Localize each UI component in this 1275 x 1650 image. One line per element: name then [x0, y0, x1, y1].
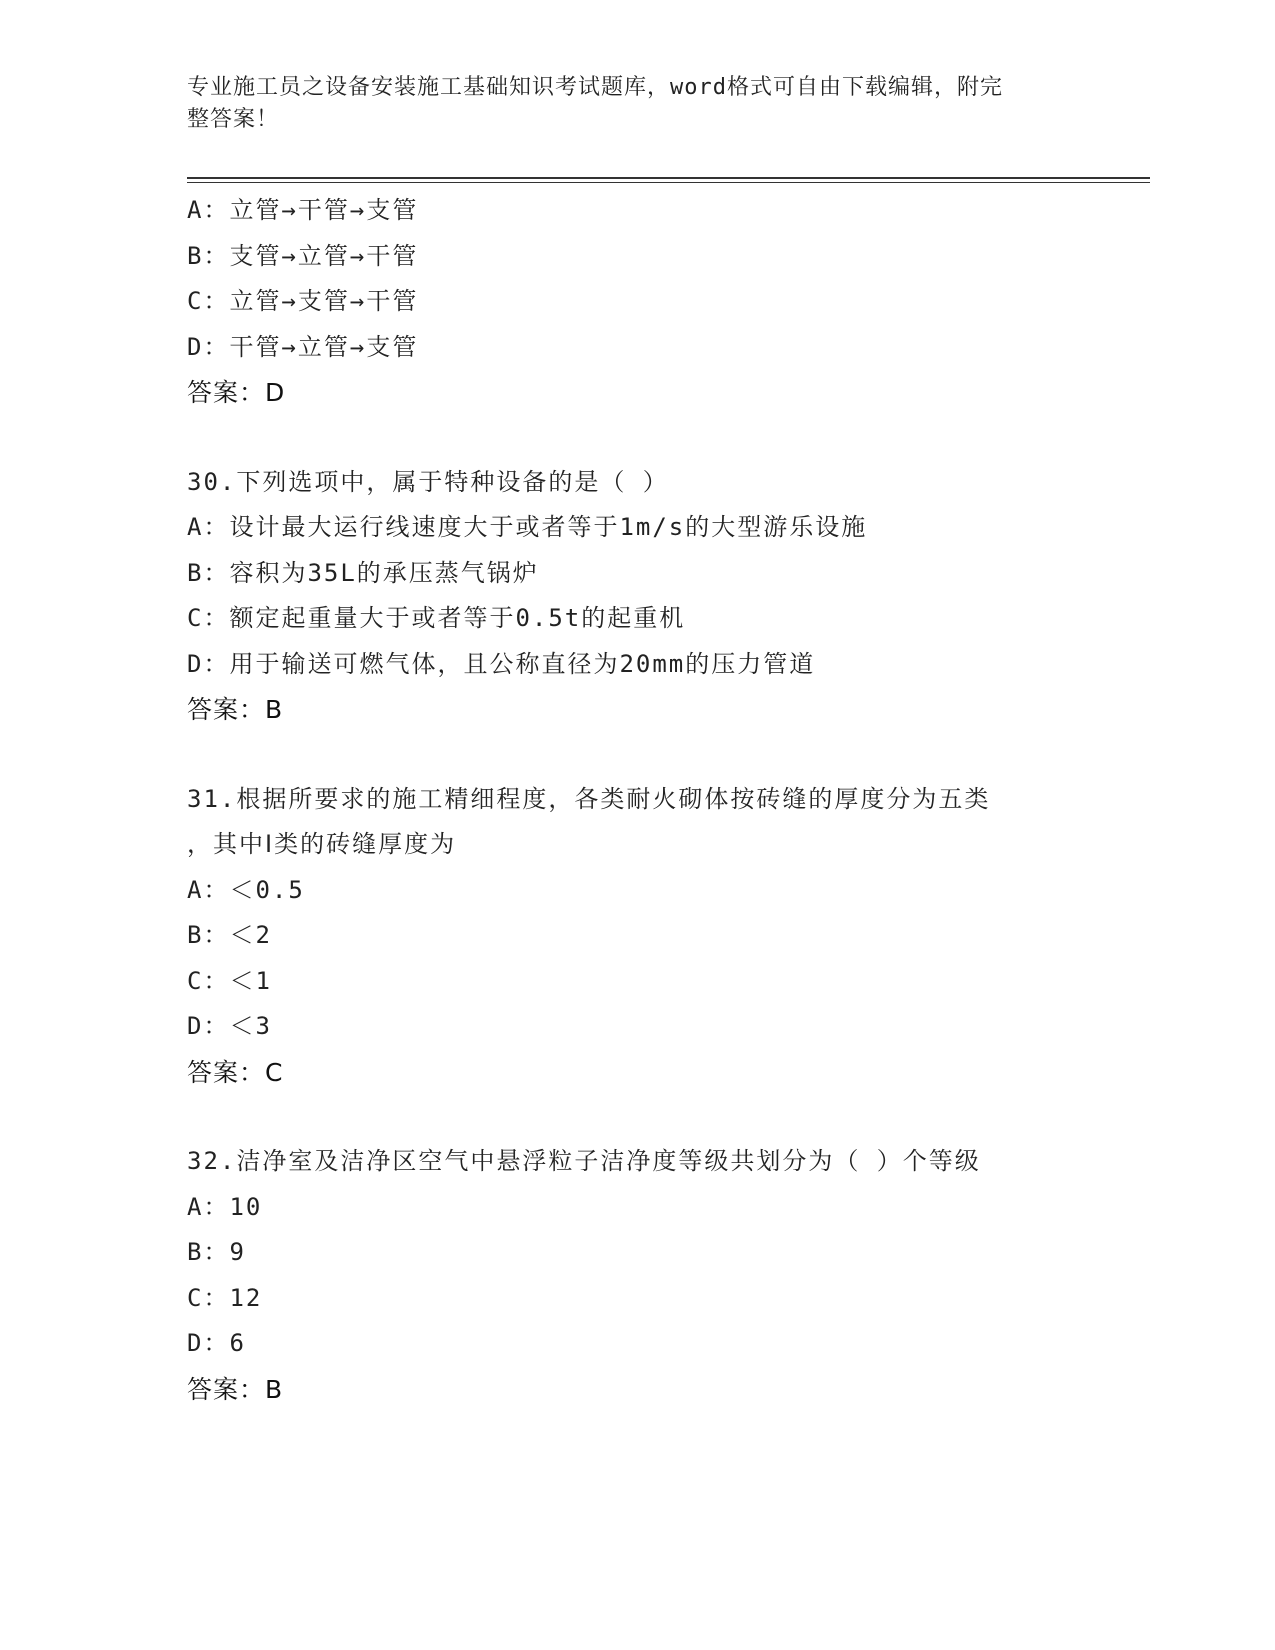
question-30 — [187, 460, 1147, 733]
answer: 答案：D — [187, 378, 286, 407]
question-29 — [187, 188, 1147, 416]
question-stem-line-2: ，其中Ⅰ类的砖缝厚度为 — [187, 830, 457, 858]
answer: 答案：B — [187, 695, 284, 724]
option-a: A：设计最大运行线速度大于或者等于1m/s的大型游乐设施 — [187, 513, 868, 541]
option-d: D：用于输送可燃气体，且公称直径为20mm的压力管道 — [187, 649, 816, 678]
option-c: C：立管→支管→干管 — [187, 287, 419, 315]
answer: 答案：C — [187, 1057, 284, 1087]
option-a: A：＜0.5 — [187, 875, 305, 904]
document-header — [187, 72, 1067, 136]
option-d: D：6 — [187, 1329, 246, 1357]
spacer — [187, 416, 1147, 460]
option-c: C：12 — [187, 1283, 263, 1312]
spacer — [187, 1095, 1147, 1139]
option-c: C：＜1 — [187, 966, 272, 995]
question-content — [187, 188, 1147, 1412]
option-a: A：立管→干管→支管 — [187, 196, 419, 224]
option-b: B：＜2 — [187, 921, 272, 949]
question-stem: 32.洁净室及洁净区空气中悬浮粒子洁净度等级共划分为（ ）个等级 — [187, 1147, 981, 1175]
option-d: D：干管→立管→支管 — [187, 332, 419, 361]
header-divider-thick — [187, 177, 1150, 179]
header-line-1: 专业施工员之设备安装施工基础知识考试题库，word格式可自由下载编辑，附完 — [187, 75, 1003, 100]
header-divider-thin — [187, 182, 1150, 183]
option-b: B：容积为35L的承压蒸气锅炉 — [187, 558, 539, 587]
answer: 答案：B — [187, 1374, 284, 1404]
option-d: D：＜3 — [187, 1012, 272, 1040]
option-c: C：额定起重量大于或者等于0.5t的起重机 — [187, 604, 686, 632]
option-a: A：10 — [187, 1192, 263, 1221]
option-b: B：支管→立管→干管 — [187, 241, 419, 270]
question-stem: 30.下列选项中，属于特种设备的是（ ） — [187, 467, 669, 496]
question-32 — [187, 1139, 1147, 1412]
question-stem-line-1: 31.根据所要求的施工精细程度，各类耐火砌体按砖缝的厚度分为五类 — [187, 784, 991, 813]
question-31 — [187, 777, 1147, 1096]
spacer — [187, 733, 1147, 777]
header-line-2: 整答案！ — [187, 107, 280, 132]
option-b: B：9 — [187, 1238, 246, 1266]
